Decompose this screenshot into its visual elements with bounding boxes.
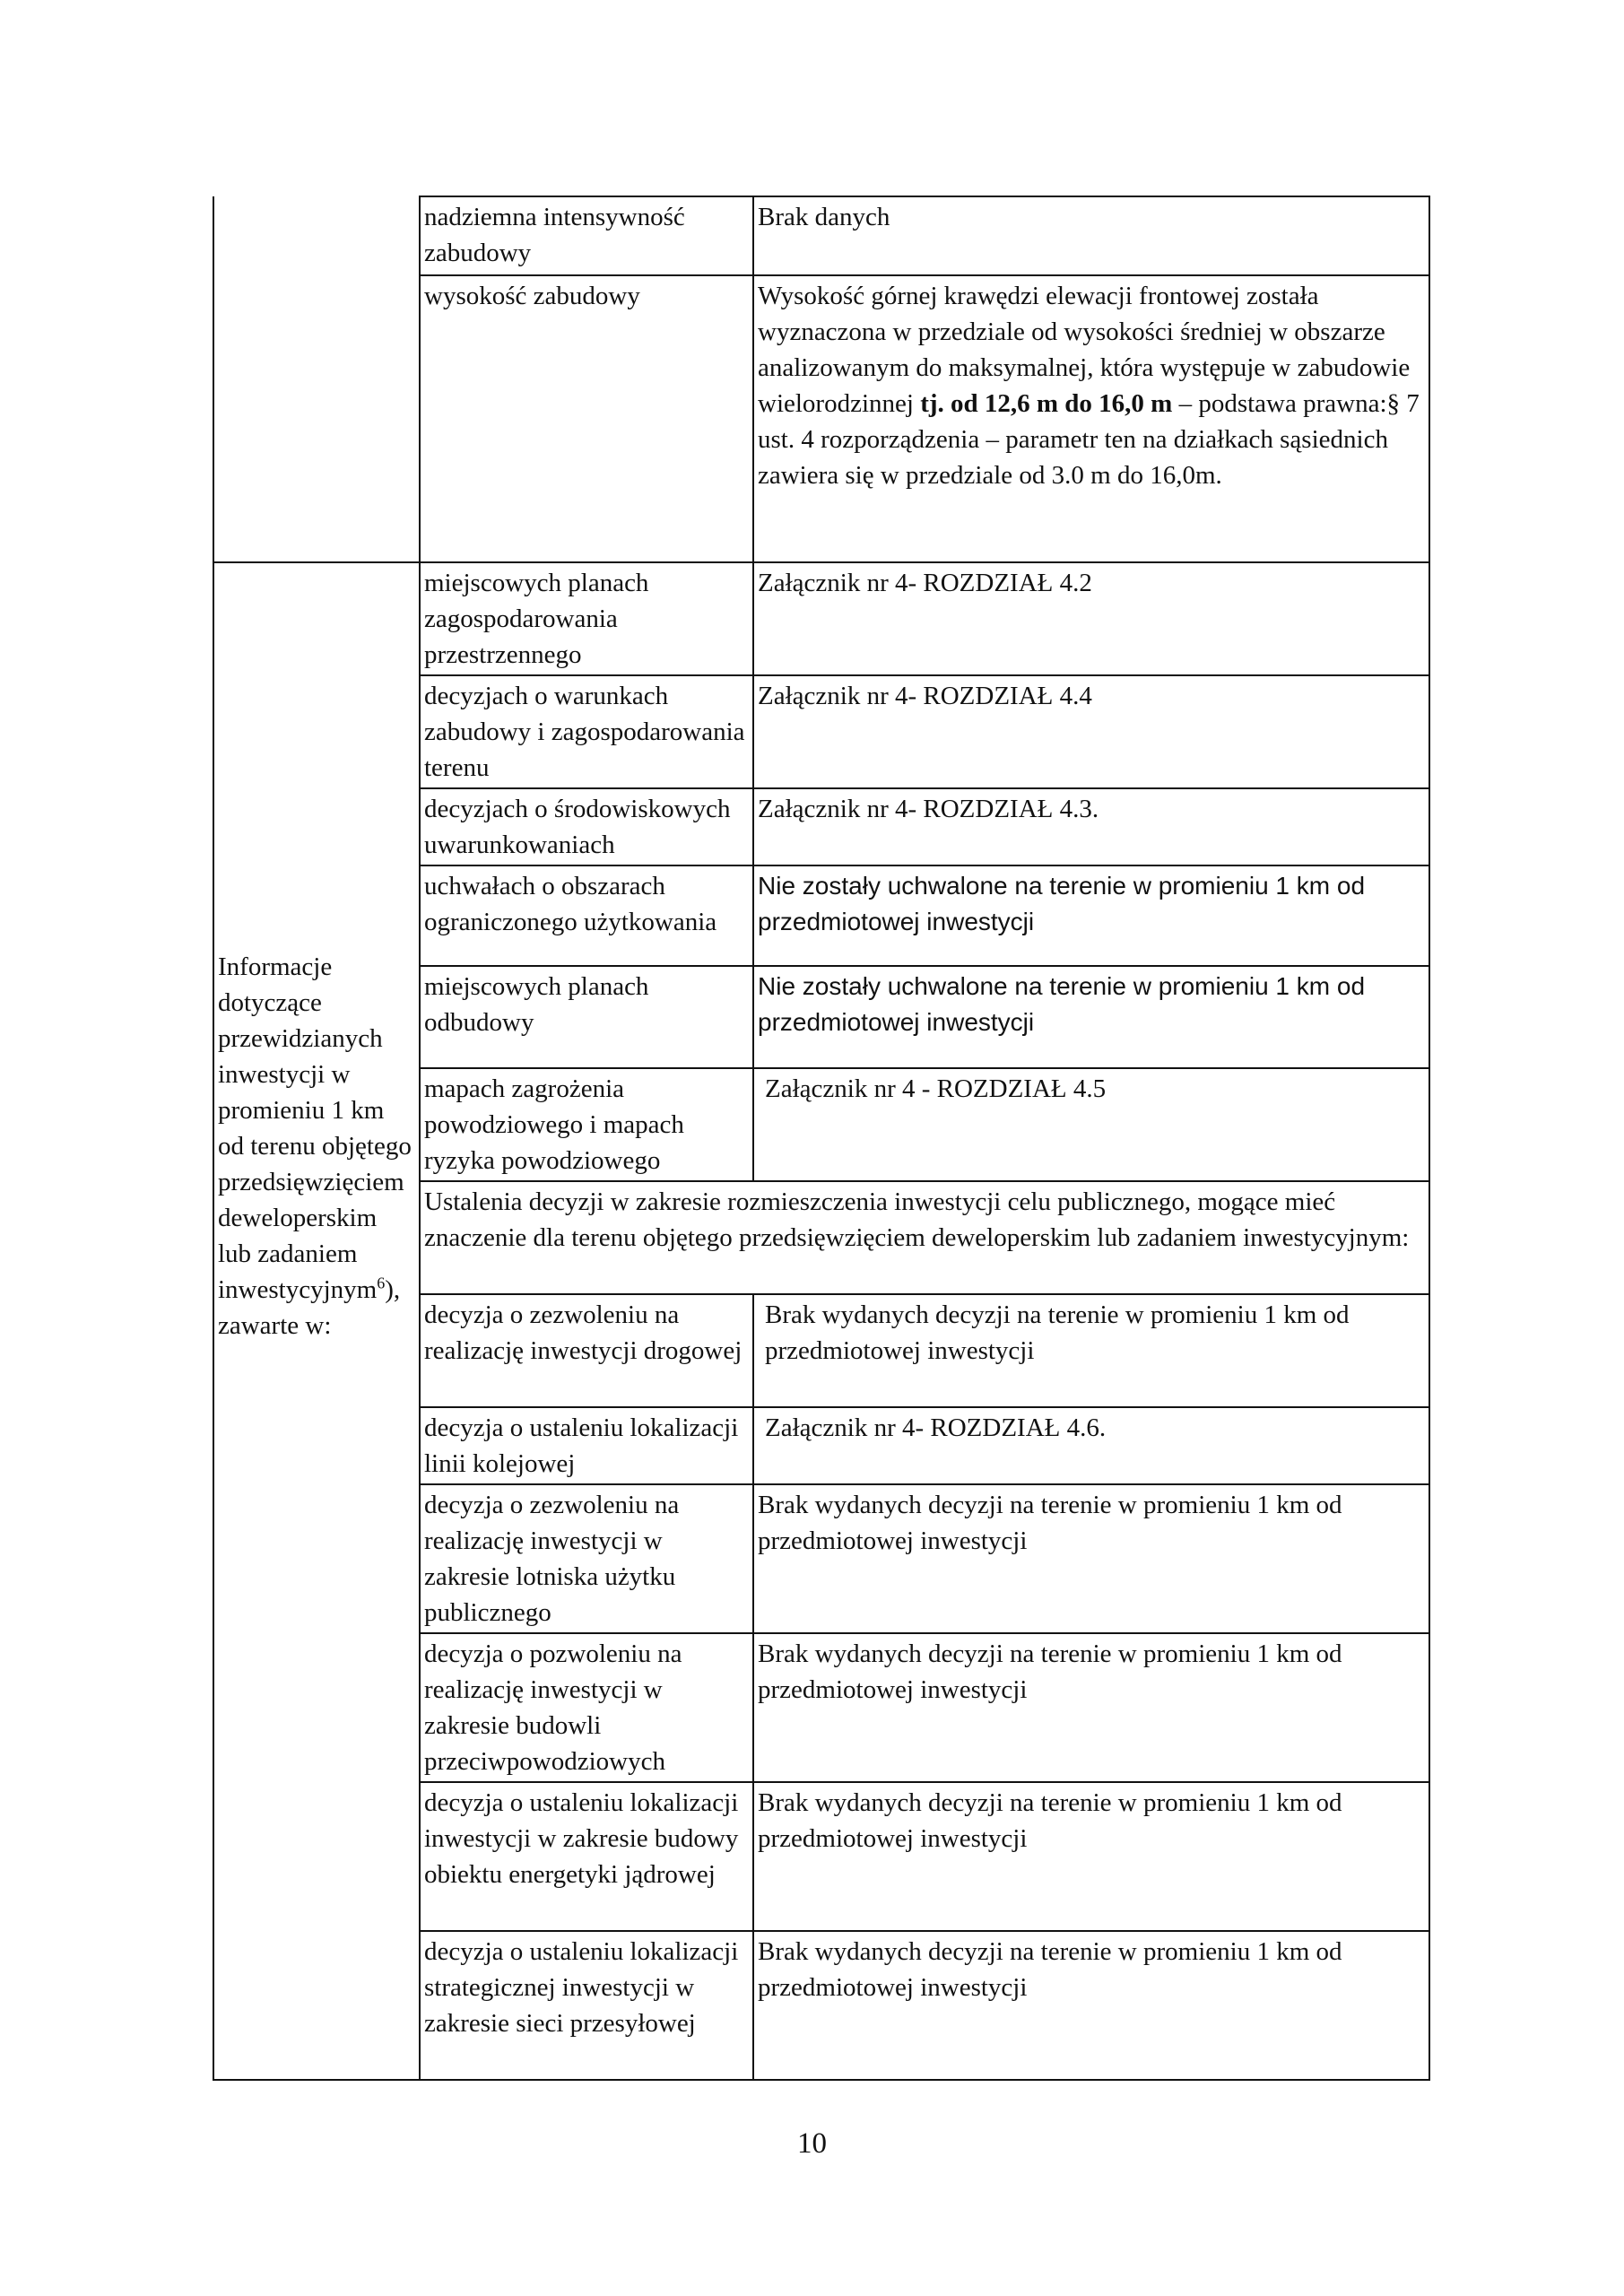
section-label: [213, 562, 420, 2080]
value-cell: Załącznik nr 4- ROZDZIAŁ 4.3.: [753, 788, 1429, 865]
empty-label-cell: [213, 196, 420, 562]
value-cell: Nie zostały uchwalone na terenie w promieniu 1 km od przedmiotowej inwestycji: [753, 865, 1429, 966]
param-cell: mapach zagrożenia powodziowego i mapach ryzyka powodziowego: [420, 1068, 753, 1181]
value-text: Wysokość górnej krawędzi elewacji frontowej została wyznaczona w przedziale od wysokości średniej w obszarze analizowanym do maksymalnej, która występuje w zabudowie wielorodzinnej: [758, 282, 1411, 418]
value-cell: Załącznik nr 4- ROZDZIAŁ 4.2: [753, 562, 1429, 675]
value-cell: Brak wydanych decyzji na terenie w promieniu 1 km od przedmiotowej inwestycji: [753, 1931, 1429, 2080]
value-cell: Brak wydanych decyzji na terenie w promieniu 1 km od przedmiotowej inwestycji: [753, 1484, 1429, 1633]
footnote-marker: 6: [377, 1274, 386, 1292]
value-cell: Brak danych: [753, 196, 1429, 275]
param-cell: decyzja o ustaleniu lokalizacji linii kolejowej: [420, 1407, 753, 1484]
param-cell: decyzja o pozwoleniu na realizację inwestycji w zakresie budowli przeciwpowodziowych: [420, 1633, 753, 1782]
param-cell: nadziemna intensywność zabudowy: [420, 196, 753, 275]
value-cell: Załącznik nr 4 - ROZDZIAŁ 4.5: [753, 1068, 1429, 1181]
table-row: [213, 562, 1429, 675]
value-cell: Załącznik nr 4- ROZDZIAŁ 4.4: [753, 675, 1429, 788]
value-cell: Brak wydanych decyzji na terenie w promieniu 1 km od przedmiotowej inwestycji: [753, 1782, 1429, 1931]
param-cell: miejscowych planach odbudowy: [420, 966, 753, 1068]
value-text: – podstawa prawna:§ 7 ust. 4 rozporządzenia – parametr ten na działkach sąsiednich zawiera się w przedziale od 3.0 m do 16,0m.: [758, 389, 1420, 490]
param-cell: decyzja o zezwoleniu na realizację inwestycji w zakresie lotniska użytku publicznego: [420, 1484, 753, 1633]
param-cell: decyzjach o warunkach zabudowy i zagospodarowania terenu: [420, 675, 753, 788]
decisions-header: Ustalenia decyzji w zakresie rozmieszczenia inwestycji celu publicznego, mogące mieć znaczenie dla terenu objętego przedsięwzięciem deweloperskim lub zadaniem inwestycyjnym:: [420, 1181, 1429, 1294]
value-bold-text: tj. od 12,6 m do 16,0 m: [920, 389, 1173, 418]
value-cell: Nie zostały uchwalone na terenie w promieniu 1 km od przedmiotowej inwestycji: [753, 966, 1429, 1068]
param-cell: decyzja o ustaleniu lokalizacji strategicznej inwestycji w zakresie sieci przesyłowej: [420, 1931, 753, 2080]
table-row: [213, 196, 1429, 275]
section-label-suffix: ), zawarte w:: [218, 1275, 401, 1340]
param-cell: decyzjach o środowiskowych uwarunkowaniach: [420, 788, 753, 865]
param-cell: decyzja o ustaleniu lokalizacji inwestycji w zakresie budowy obiektu energetyki jądrowej: [420, 1782, 753, 1931]
page-number: 10: [797, 2127, 827, 2160]
info-table: [213, 196, 1430, 2081]
value-cell: [753, 275, 1429, 562]
param-cell: decyzja o zezwoleniu na realizację inwestycji drogowej: [420, 1294, 753, 1407]
value-cell: Załącznik nr 4- ROZDZIAŁ 4.6.: [753, 1407, 1429, 1484]
value-cell: Brak wydanych decyzji na terenie w promieniu 1 km od przedmiotowej inwestycji: [753, 1633, 1429, 1782]
value-cell: Brak wydanych decyzji na terenie w promieniu 1 km od przedmiotowej inwestycji: [753, 1294, 1429, 1407]
param-cell: wysokość zabudowy: [420, 275, 753, 562]
param-cell: uchwałach o obszarach ograniczonego użytkowania: [420, 865, 753, 966]
section-label-text: Informacje dotyczące przewidzianych inwestycji w promieniu 1 km od terenu objętego przedsięwzięciem deweloperskim lub zadaniem inwestycyjnym: [218, 952, 412, 1304]
param-cell: miejscowych planach zagospodarowania przestrzennego: [420, 562, 753, 675]
